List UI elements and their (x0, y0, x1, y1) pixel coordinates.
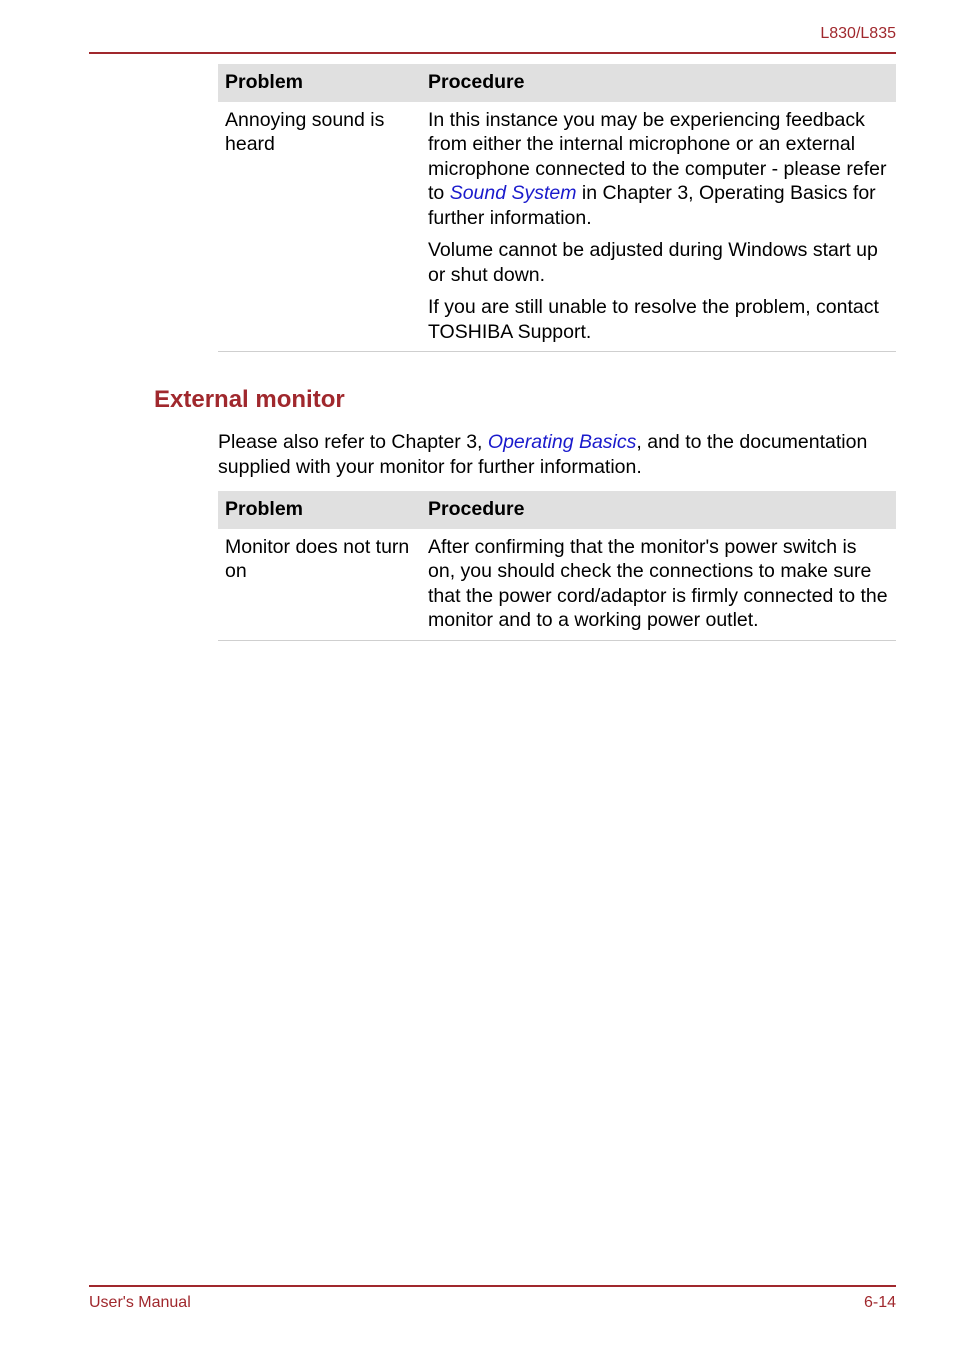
header-model: L830/L835 (820, 25, 896, 42)
problem-column-header: Problem (218, 64, 421, 102)
intro-text: , and to the documentation supplied with your monitor for further information. (218, 431, 868, 478)
footer-title: User's Manual (89, 1294, 191, 1311)
paragraph-text: in Chapter 3, Operating Basics for further information. (428, 182, 876, 229)
problem-column-header: Problem (218, 491, 421, 529)
paragraph-text: In this instance you may be experiencing feedback from either the internal microphone or an external microphone connected to the computer - please refer to (428, 108, 887, 204)
procedure-paragraph (428, 108, 889, 231)
sound-problems-table (218, 64, 896, 352)
intro-text: Please also refer to Chapter 3, (218, 431, 488, 453)
page-number: 6-14 (863, 1294, 896, 1311)
procedure-cell: After confirming that the monitor's power switch is on, you should check the connections to make sure that the power cord/adaptor is firmly connected to the monitor and to a working power outlet. (421, 529, 896, 641)
table-row (218, 102, 896, 352)
operating-basics-link[interactable]: Operating Basics (487, 431, 637, 453)
problem-cell: Monitor does not turn on (218, 529, 421, 641)
procedure-column-header: Procedure (421, 64, 896, 102)
section-intro (218, 430, 908, 479)
table-header-row (218, 64, 896, 102)
table-row (218, 529, 896, 641)
footer-rule (89, 1285, 896, 1287)
sound-system-link[interactable]: Sound System (449, 182, 577, 204)
procedure-paragraph: Volume cannot be adjusted during Windows start up or shut down. (428, 239, 878, 286)
procedure-cell (421, 102, 896, 352)
procedure-paragraph: If you are still unable to resolve the problem, contact TOSHIBA Support. (428, 296, 879, 343)
monitor-problems-table (218, 491, 896, 641)
procedure-column-header: Procedure (421, 491, 896, 529)
section-title: External monitor (154, 386, 345, 413)
table-header-row (218, 491, 896, 529)
problem-cell: Annoying sound is heard (218, 102, 421, 352)
header-rule (89, 52, 896, 54)
